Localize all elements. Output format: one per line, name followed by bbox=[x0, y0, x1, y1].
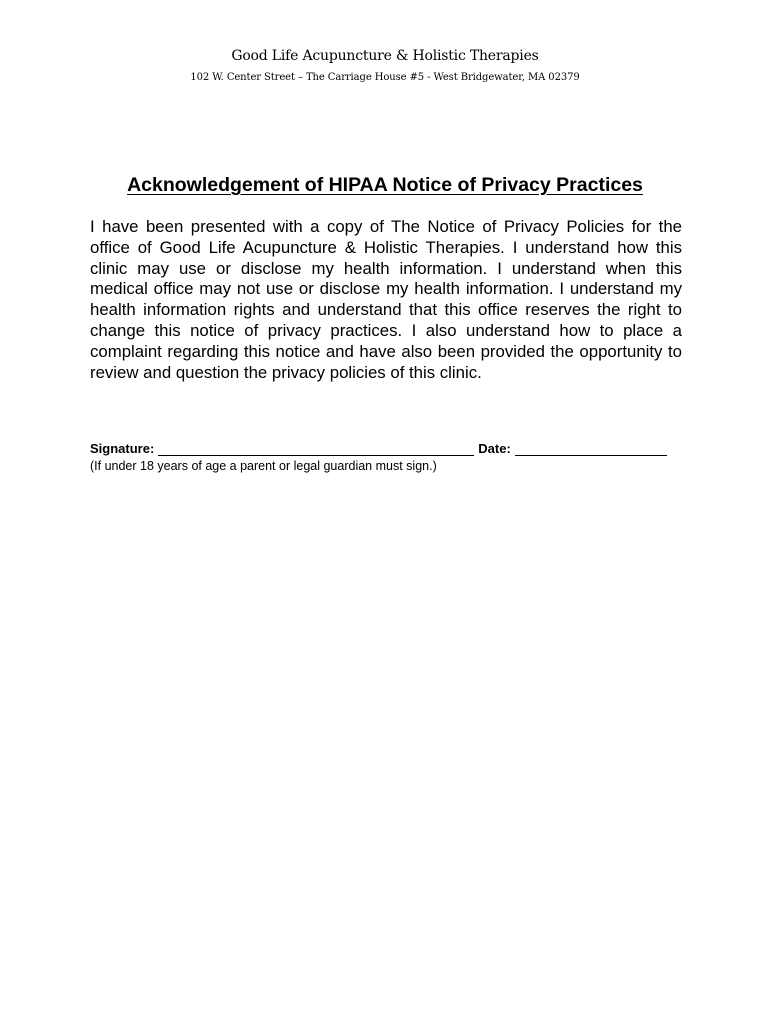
practice-address: 102 W. Center Street – The Carriage House #5 - West Bridgewater, MA 02379 bbox=[190, 72, 580, 83]
date-label: Date: bbox=[478, 441, 511, 456]
practice-name: Good Life Acupuncture & Holistic Therapies bbox=[231, 48, 539, 64]
date-field[interactable] bbox=[515, 441, 667, 456]
signature-row bbox=[90, 441, 690, 456]
signature-field[interactable] bbox=[158, 441, 474, 456]
acknowledgement-text: I have been presented with a copy of The Notice of Privacy Policies for the office of Good Life Acupuncture & Holistic Therapies. I understand how this clinic may use or disclose my health information. I understand when this medical office may not use or disclose my health information. I understand my health information rights and understand that this office reserves the right to change this notice of privacy practices. I also understand how to place a complaint regarding this notice and have also been provided the opportunity to review and question the privacy policies of this clinic. bbox=[90, 217, 682, 382]
document-title: Acknowledgement of HIPAA Notice of Privacy Practices bbox=[127, 174, 643, 196]
signature-label: Signature: bbox=[90, 441, 155, 456]
guardian-note: (If under 18 years of age a parent or legal guardian must sign.) bbox=[90, 459, 437, 473]
